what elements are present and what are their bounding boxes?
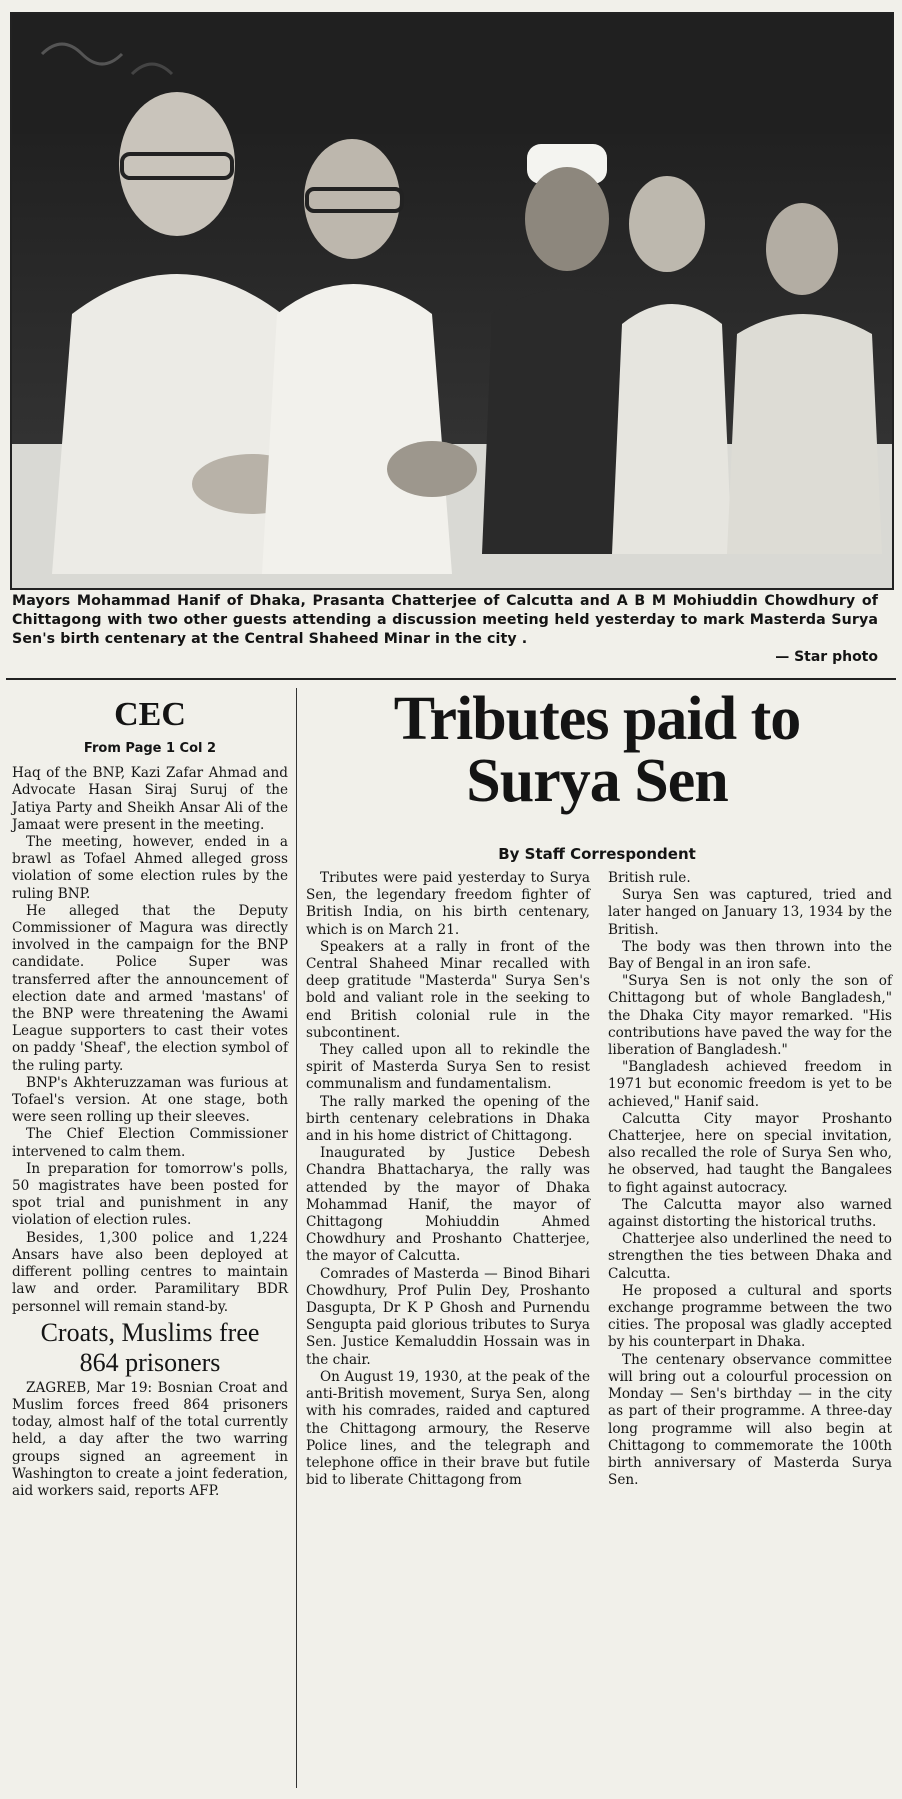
- article-paragraph: The Calcutta mayor also warned against distorting the historical truths.: [608, 1196, 892, 1231]
- croats-headline-line1: Croats, Muslims free: [40, 1317, 260, 1347]
- article-paragraph: They called upon all to rekindle the spirit of Masterda Surya Sen to resist communalism and fundamentalism.: [306, 1042, 590, 1093]
- article-paragraph: The body was then thrown into the Bay of Bengal in an iron safe.: [608, 938, 892, 973]
- news-photo: [10, 12, 894, 590]
- cec-continued-label: From Page 1 Col 2: [83, 741, 217, 756]
- photo-caption: Mayors Mohammad Hanif of Dhaka, Prasanta Chatterjee of Calcutta and A B M Mohiuddin Chowdhury of Chittagong with two other guests attending a discussion meeting held yesterday to mark Masterda Surya Sen's birth centenary at the Central Shaheed Minar in the city .: [12, 593, 878, 647]
- main-headline-line1: Tributes paid to: [393, 685, 801, 753]
- article-paragraph: Inaugurated by Justice Debesh Chandra Bhattacharya, the rally was attended by the mayor of Dhaka Mohammad Hanif, the mayor of Chittagong Mohiuddin Ahmed Chowdhury and Proshanto Chatterjee, the mayor of Calcutta.: [306, 1145, 590, 1265]
- cec-paragraph: Haq of the BNP, Kazi Zafar Ahmad and Advocate Hasan Siraj Suruj of the Jatiya Party and Sheikh Ansar Ali of the Jamaat were present in the meeting.: [12, 765, 288, 833]
- article-paragraph: Surya Sen was captured, tried and later hanged on January 13, 1934 by the British.: [608, 887, 892, 938]
- article-paragraph: British rule.: [608, 870, 691, 886]
- article-paragraph: Comrades of Masterda — Binod Bihari Chowdhury, Prof Pulin Dey, Proshanto Dasgupta, Dr K P Ghosh and Purnendu Sengupta paid glorious tributes to Surya Sen. Justice Kemaluddin Hossain was in the chair.: [306, 1265, 590, 1368]
- article-column-2: [608, 870, 892, 1489]
- article-paragraph: He proposed a cultural and sports exchange programme between the two cities. The proposal was gladly accepted by his counterpart in Dhaka.: [608, 1282, 892, 1351]
- column-divider: [296, 688, 297, 1788]
- article-paragraph: On August 19, 1930, at the peak of the anti-British movement, Surya Sen, along with his comrades, raided and captured the Chittagong armoury, the Reserve Police lines, and the telegraph and telephone office in their brave but futile bid to liberate Chittagong from: [306, 1368, 590, 1489]
- main-headline: [302, 685, 892, 815]
- article-paragraph: Tributes were paid yesterday to Surya Sen, the legendary freedom fighter of British India, on his birth centenary, which is on March 21.: [306, 870, 590, 938]
- article-paragraph: Speakers at a rally in front of the Central Shaheed Minar recalled with deep gratitude "Masterda" Surya Sen's bold and valiant role in the seeking to end British colonial rule in the subcontinent.: [306, 938, 590, 1041]
- photo-credit: — Star photo: [775, 649, 878, 665]
- main-headline-line2: Surya Sen: [466, 747, 728, 815]
- croats-paragraph: ZAGREB, Mar 19: Bosnian Croat and Muslim forces freed 864 prisoners today, almost half of the total currently held, a day after the two warring groups signed an agreement in Washington to create a joint federation, aid workers said, reports AFP.: [12, 1379, 288, 1499]
- article-paragraph: Chatterjee also underlined the need to strengthen the ties between Dhaka and Calcutta.: [608, 1231, 892, 1282]
- left-column: [12, 684, 288, 1500]
- cec-headline: CEC: [114, 696, 186, 733]
- section-divider: [6, 678, 896, 680]
- article-paragraph: "Bangladesh achieved freedom in 1971 but economic freedom is yet to be achieved," Hanif said.: [608, 1059, 892, 1110]
- cec-paragraph: He alleged that the Deputy Commissioner of Magura was directly involved in the campaign for the BNP candidate. Police Super was transferred after the announcement of election date and armed 'mastans' of the BNP were threatening the Awami League supporters to cast their votes on paddy 'Sheaf', the election symbol of the ruling party.: [12, 902, 288, 1074]
- article-paragraph: Calcutta City mayor Proshanto Chatterjee, here on special invitation, also recalled the role of Surya Sen who, he observed, had taught the Bangalees to fight against autocracy.: [608, 1110, 892, 1196]
- article-column-1: [306, 870, 590, 1489]
- cec-paragraph: The meeting, however, ended in a brawl as Tofael Ahmed alleged gross violation of some election rules by the ruling BNP.: [12, 834, 288, 902]
- byline: By Staff Correspondent: [498, 845, 696, 863]
- cec-paragraph: Besides, 1,300 police and 1,224 Ansars have also been deployed at different polling centres to maintain law and order. Paramilitary BDR personnel will remain stand-by.: [12, 1229, 288, 1315]
- article-paragraph: The rally marked the opening of the birth centenary celebrations in Dhaka and in his home district of Chittagong.: [306, 1093, 590, 1145]
- cec-paragraph: The Chief Election Commissioner intervened to calm them.: [12, 1126, 288, 1160]
- cec-paragraph: BNP's Akhteruzzaman was furious at Tofael's version. At one stage, both were seen rolling up their sleeves.: [12, 1074, 288, 1126]
- article-paragraph: The centenary observance committee will bring out a colourful procession on Monday — Sen's birthday — in the city as part of their programme. A three-day long programme will also begin at Chittagong to commemorate the 100th birth anniversary of Masterda Surya Sen.: [608, 1351, 892, 1489]
- article-paragraph: "Surya Sen is not only the son of Chittagong but of whole Bangladesh," the Dhaka City mayor remarked. "His contributions have paved the way for the liberation of Bangladesh.": [608, 973, 892, 1059]
- cec-paragraph: In preparation for tomorrow's polls, 50 magistrates have been posted for spot trial and punishment in any violation of election rules.: [12, 1160, 288, 1229]
- croats-headline-line2: 864 prisoners: [79, 1347, 221, 1377]
